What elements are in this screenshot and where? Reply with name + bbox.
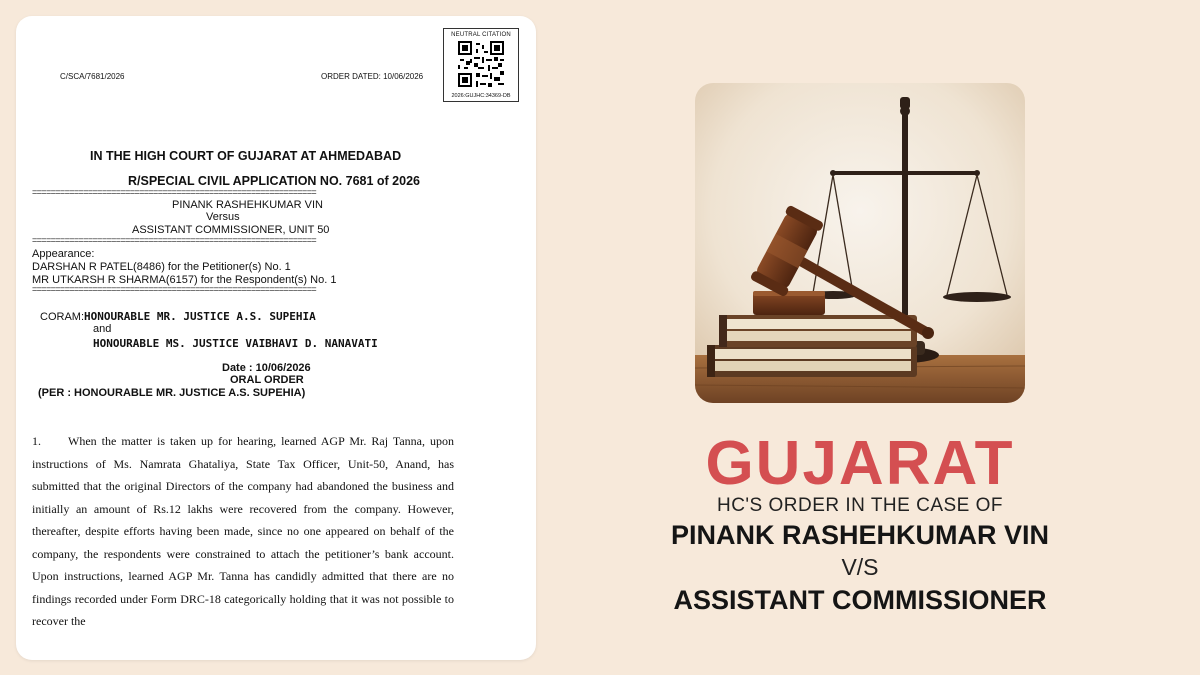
headline-state: GUJARAT: [705, 429, 1015, 498]
neutral-citation-code: 2026:GUJHC:34369-DB: [451, 93, 511, 99]
appearance-petitioner: DARSHAN R PATEL(8486) for the Petitioner(s) No. 1: [32, 261, 291, 273]
scales-of-justice-gavel-books-icon: [695, 83, 1025, 403]
court-title: IN THE HIGH COURT OF GUJARAT AT AHMEDABAD: [90, 149, 402, 163]
separator-line: =============================================================: [32, 187, 317, 197]
versus-label: Versus: [206, 211, 240, 223]
qr-code-icon: [458, 41, 504, 87]
separator-line: =============================================================: [32, 284, 317, 294]
paragraph-number: 1.: [32, 434, 41, 448]
headline-party-2: ASSISTANT COMMISSIONER: [673, 585, 1047, 615]
order-date: ORDER DATED: 10/06/2026: [321, 72, 424, 81]
case-reference: C/SCA/7681/2026: [60, 72, 125, 81]
respondent-name: ASSISTANT COMMISSIONER, UNIT 50: [132, 224, 330, 236]
separator-line: =============================================================: [32, 235, 317, 245]
order-date-line: Date : 10/06/2026: [222, 362, 311, 374]
coram-judge-1: HONOURABLE MR. JUSTICE A.S. SUPEHIA: [84, 310, 316, 323]
coram-judge-2: HONOURABLE MS. JUSTICE VAIBHAVI D. NANAVATI: [93, 337, 378, 350]
coram-prefix: CORAM:: [40, 311, 84, 323]
court-order-document: [16, 16, 536, 660]
order-paragraph: [32, 430, 454, 633]
oral-order-heading: ORAL ORDER: [230, 374, 304, 386]
paragraph-text: When the matter is taken up for hearing, learned AGP Mr. Raj Tanna, upon instructions of Ms. Namrata Ghataliya, State Tax Officer, Unit-50, Anand, has submitted that the original Directors of the company had abandoned the business and initially an amount of Rs.12 lakhs were recovered from the company. However, thereafter, despite efforts having been made, since no one appeared on behalf of the company, the respondents were constrained to attach the petitioner’s bank account. Upon instructions, learned AGP Mr. Tanna has candidly admitted that there are no findings recorded under Form DRC-18 categorically holding that it was not possible to recover the: [32, 434, 454, 628]
application-number: R/SPECIAL CIVIL APPLICATION NO. 7681 of 2026: [128, 174, 420, 188]
appearance-label: Appearance:: [32, 248, 95, 260]
coram-and: and: [93, 323, 112, 335]
headline-party-1: PINANK RASHEHKUMAR VIN: [670, 520, 1049, 550]
petitioner-name: PINANK RASHEHKUMAR VIN: [172, 199, 323, 211]
coram-label: [40, 310, 316, 324]
neutral-citation-label: NEUTRAL CITATION: [451, 32, 511, 38]
per-judge-line: (PER : HONOURABLE MR. JUSTICE A.S. SUPEHIA): [38, 387, 306, 399]
neutral-citation-box: [443, 28, 519, 102]
appearance-respondent: MR UTKARSH R SHARMA(6157) for the Respondent(s) No. 1: [32, 274, 337, 286]
headline-subtitle: HC'S ORDER IN THE CASE OF: [716, 495, 1004, 516]
headline-versus: V/S: [841, 554, 879, 580]
